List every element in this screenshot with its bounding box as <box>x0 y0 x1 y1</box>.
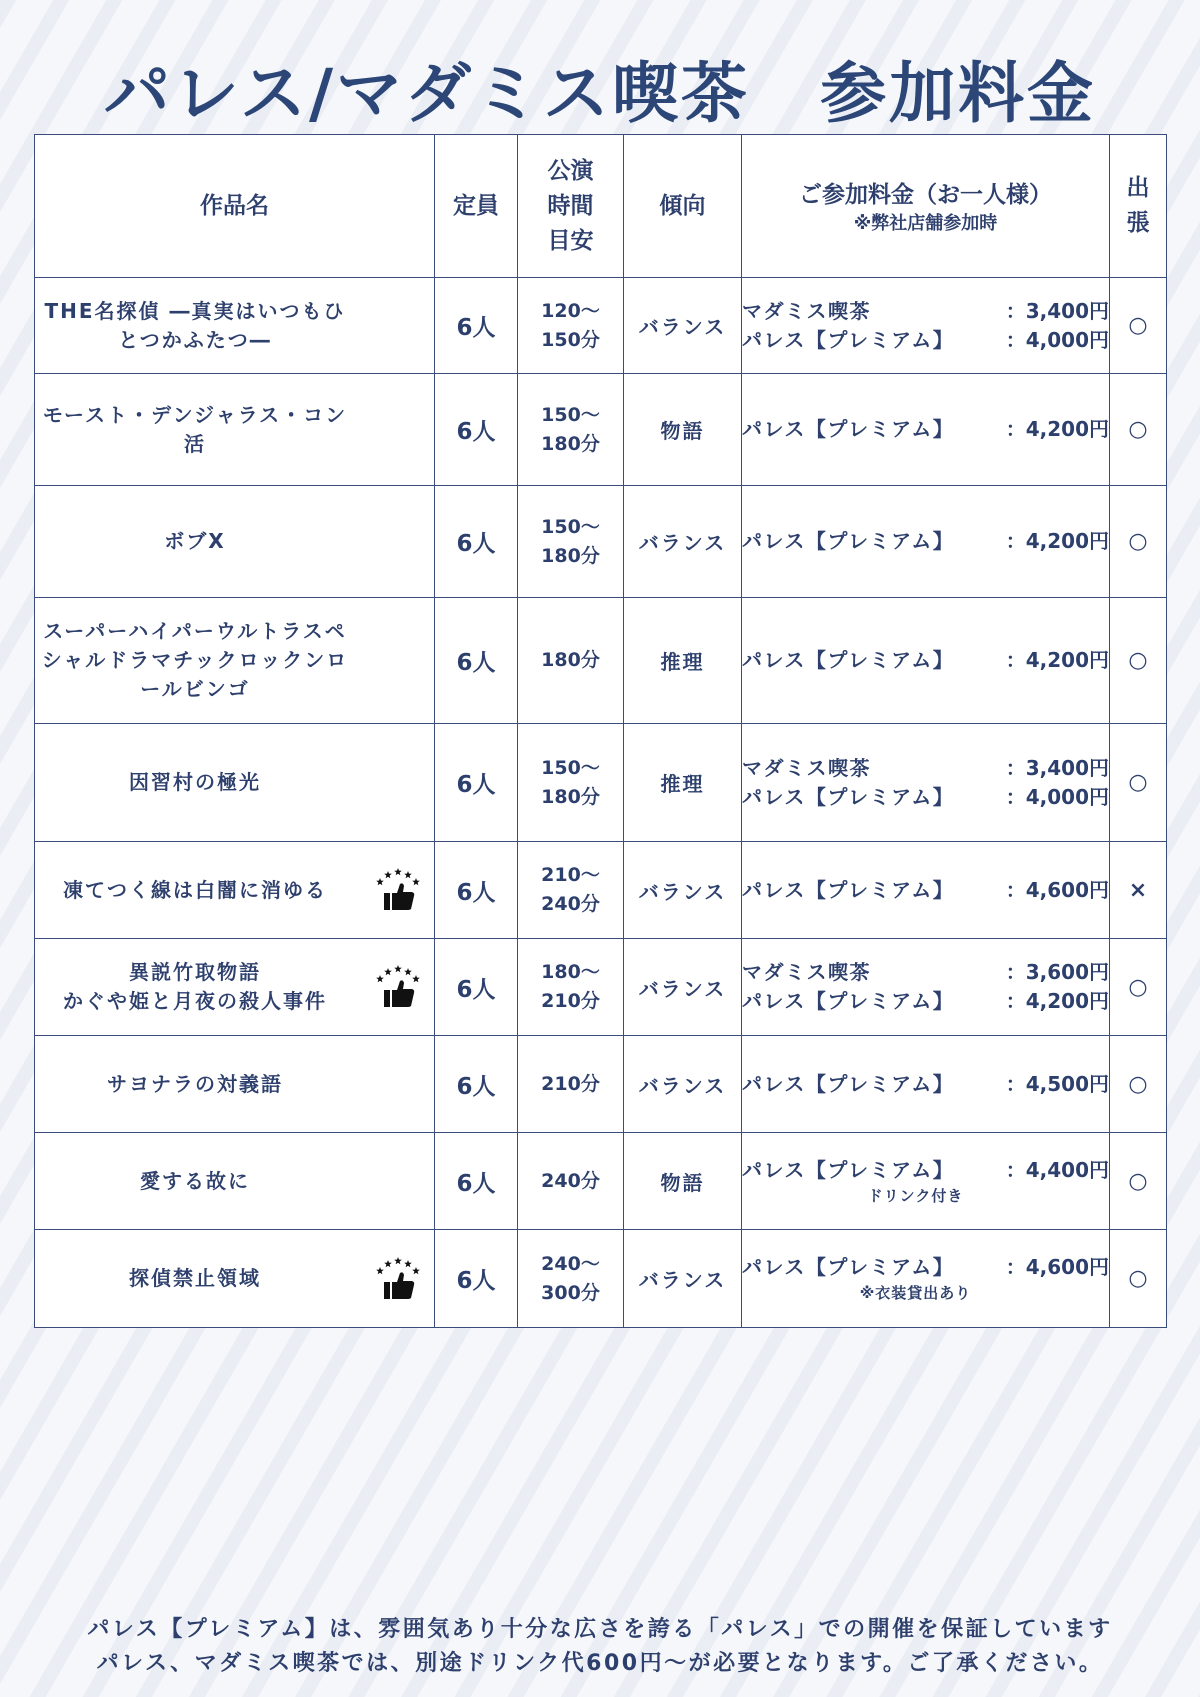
cell-time <box>518 1036 624 1133</box>
cell-fee <box>742 1036 1110 1133</box>
header-name: 作品名 <box>35 135 435 278</box>
fee-line <box>742 415 1109 444</box>
title-text: モースト・デンジャラス・コン活 <box>42 402 348 456</box>
fee-label: マダミス喫茶 <box>742 960 871 984</box>
table-row <box>35 486 1167 598</box>
time-line: 180分 <box>541 432 600 455</box>
cell-time <box>518 278 624 374</box>
header-trip-l2: 張 <box>1126 210 1150 236</box>
recommended-thumbs-up-icon <box>372 868 424 912</box>
cell-capacity: 6人 <box>435 374 518 486</box>
header-capacity: 定員 <box>435 135 518 278</box>
cell-time <box>518 939 624 1036</box>
cell-time <box>518 598 624 724</box>
fee-line <box>742 958 1109 987</box>
time-line: 120～ <box>541 299 600 322</box>
fee-label: パレス【プレミアム】 <box>742 1255 955 1279</box>
cell-trip: ○ <box>1110 1036 1167 1133</box>
cell-capacity: 6人 <box>435 1230 518 1328</box>
title-text: スーパーハイパーウルトラスペシャルドラマチックロックンロールビンゴ <box>41 619 349 701</box>
fee-label: パレス【プレミアム】 <box>742 877 955 902</box>
fee-line <box>742 783 1109 812</box>
footer-line1: パレス【プレミアム】は、雰囲気あり十分な広さを誇る「パレス」での開催を保証しています <box>87 1617 1113 1642</box>
cell-title <box>35 724 435 842</box>
fee-amount: ：4,600円 <box>1005 877 1109 902</box>
title-part1: パレス/マダミス喫茶 <box>103 55 751 132</box>
header-fee-note: ※弊社店舗参加時 <box>853 212 998 234</box>
fee-amount: ：4,200円 <box>1005 417 1109 441</box>
title-text: THE名探偵 ―真実はいつもひとつかふたつ― <box>44 298 346 352</box>
cell-time <box>518 724 624 842</box>
cell-time <box>518 1133 624 1230</box>
fee-line <box>742 297 1109 326</box>
fee-line <box>742 646 1109 675</box>
cell-trip: ○ <box>1110 1133 1167 1230</box>
fee-amount: ：3,400円 <box>1005 298 1109 323</box>
header-row <box>35 135 1167 278</box>
header-trip <box>1110 135 1167 278</box>
fee-amount: ：4,000円 <box>1005 784 1109 809</box>
cell-fee <box>742 1133 1110 1230</box>
cell-time <box>518 374 624 486</box>
header-time <box>518 135 624 278</box>
title-text: サヨナラの対義語 <box>107 1071 283 1096</box>
fee-line <box>742 1253 1109 1282</box>
time-line: 150～ <box>541 756 600 779</box>
cell-trip: ○ <box>1110 1230 1167 1328</box>
time-line: 180～ <box>541 961 600 983</box>
cell-trip: ○ <box>1110 724 1167 842</box>
cell-fee <box>742 598 1110 724</box>
title-text: ボブX <box>164 529 226 553</box>
header-fee <box>742 135 1110 278</box>
cell-tendency: バランス <box>624 278 742 374</box>
cell-tendency: 物語 <box>624 1133 742 1230</box>
cell-tendency: バランス <box>624 1230 742 1328</box>
time-line: 150分 <box>541 328 600 351</box>
fee-amount: ：3,400円 <box>1005 755 1109 780</box>
cell-capacity: 6人 <box>435 1036 518 1133</box>
fee-label: パレス【プレミアム】 <box>742 784 955 809</box>
table-row <box>35 598 1167 724</box>
cell-tendency: バランス <box>624 842 742 939</box>
cell-tendency: バランス <box>624 1036 742 1133</box>
fee-line <box>742 326 1109 355</box>
fee-line <box>742 987 1109 1016</box>
header-time-l3: 目安 <box>547 227 594 254</box>
cell-capacity: 6人 <box>435 842 518 939</box>
fee-amount: ：4,500円 <box>1005 1071 1109 1096</box>
header-trip-l1: 出 <box>1126 175 1150 201</box>
time-line: 180分 <box>541 544 600 567</box>
cell-fee <box>742 842 1110 939</box>
time-line: 150～ <box>541 403 600 426</box>
fee-label: パレス【プレミアム】 <box>742 417 955 441</box>
cell-trip: × <box>1110 842 1167 939</box>
fee-line <box>742 527 1109 556</box>
header-time-l2: 時間 <box>547 192 594 219</box>
title-text: 異説竹取物語 かぐや姫と月夜の殺人事件 <box>63 960 327 1013</box>
table-row <box>35 1230 1167 1328</box>
cell-fee <box>742 1230 1110 1328</box>
fee-line <box>742 754 1109 783</box>
cell-title <box>35 278 435 374</box>
fee-line <box>742 1156 1109 1185</box>
time-line: 150～ <box>541 515 600 538</box>
time-line: 240～ <box>541 1252 600 1275</box>
time-line: 240分 <box>541 1169 600 1192</box>
cell-fee <box>742 939 1110 1036</box>
cell-title <box>35 1036 435 1133</box>
fee-amount: ：4,200円 <box>1005 648 1109 672</box>
time-line: 240分 <box>541 893 600 915</box>
fee-label: パレス【プレミアム】 <box>742 648 955 672</box>
cell-capacity: 6人 <box>435 939 518 1036</box>
time-line: 210分 <box>541 1072 600 1095</box>
cell-trip: ○ <box>1110 598 1167 724</box>
cell-title <box>35 1230 435 1328</box>
cell-tendency: 推理 <box>624 724 742 842</box>
fee-note: ドリンク付き <box>867 1186 964 1205</box>
cell-time <box>518 486 624 598</box>
cell-time <box>518 842 624 939</box>
cell-title <box>35 598 435 724</box>
fee-amount: ：3,600円 <box>1005 960 1109 984</box>
fee-line <box>742 1070 1109 1099</box>
cell-fee <box>742 724 1110 842</box>
cell-trip: ○ <box>1110 278 1167 374</box>
time-line: 300分 <box>541 1281 600 1304</box>
cell-tendency: 物語 <box>624 374 742 486</box>
fee-amount: ：4,200円 <box>1005 529 1109 553</box>
time-line: 210分 <box>541 990 600 1012</box>
footer-line2: パレス、マダミス喫茶では、別途ドリンク代600円～が必要となります。ご了承ください。 <box>96 1651 1104 1676</box>
title-text: 探偵禁止領域 <box>129 1266 261 1290</box>
fee-label: マダミス喫茶 <box>742 298 871 323</box>
cell-trip: ○ <box>1110 374 1167 486</box>
title-part2: 参加料金 <box>820 55 1097 132</box>
recommended-thumbs-up-icon <box>372 965 424 1009</box>
table-row <box>35 1133 1167 1230</box>
fee-amount: ：4,200円 <box>1005 989 1109 1013</box>
table-row <box>35 724 1167 842</box>
cell-fee <box>742 374 1110 486</box>
header-time-l1: 公演 <box>547 157 594 184</box>
table-row <box>35 842 1167 939</box>
table-row <box>35 278 1167 374</box>
fee-table <box>34 134 1167 1328</box>
cell-fee <box>742 486 1110 598</box>
cell-fee <box>742 278 1110 374</box>
cell-capacity: 6人 <box>435 724 518 842</box>
time-line: 180分 <box>541 649 600 671</box>
page-title <box>0 40 1200 135</box>
fee-line <box>742 876 1109 905</box>
fee-amount: ：4,400円 <box>1005 1157 1109 1182</box>
cell-title <box>35 939 435 1036</box>
fee-label: パレス【プレミアム】 <box>742 1071 955 1096</box>
table-row <box>35 374 1167 486</box>
time-line: 180分 <box>541 785 600 808</box>
cell-time <box>518 1230 624 1328</box>
cell-tendency: バランス <box>624 486 742 598</box>
cell-capacity: 6人 <box>435 1133 518 1230</box>
title-text: 因習村の極光 <box>129 770 261 794</box>
header-tendency: 傾向 <box>624 135 742 278</box>
cell-title <box>35 486 435 598</box>
fee-label: パレス【プレミアム】 <box>742 989 955 1013</box>
recommended-thumbs-up-icon <box>372 1257 424 1301</box>
cell-title <box>35 1133 435 1230</box>
fee-amount: ：4,600円 <box>1005 1255 1109 1279</box>
cell-capacity: 6人 <box>435 278 518 374</box>
cell-capacity: 6人 <box>435 486 518 598</box>
cell-tendency: バランス <box>624 939 742 1036</box>
cell-tendency: 推理 <box>624 598 742 724</box>
title-text: 凍てつく線は白闇に消ゆる <box>63 877 327 902</box>
fee-label: マダミス喫茶 <box>742 755 871 780</box>
fee-note: ※衣装貸出あり <box>859 1284 972 1302</box>
table-row <box>35 1036 1167 1133</box>
time-line: 210～ <box>541 864 600 886</box>
fee-label: パレス【プレミアム】 <box>742 529 955 553</box>
fee-label: パレス【プレミアム】 <box>742 1157 955 1182</box>
title-text: 愛する故に <box>140 1168 250 1193</box>
cell-capacity: 6人 <box>435 598 518 724</box>
cell-title <box>35 842 435 939</box>
cell-trip: ○ <box>1110 939 1167 1036</box>
table-row <box>35 939 1167 1036</box>
fee-label: パレス【プレミアム】 <box>742 327 955 352</box>
fee-amount: ：4,000円 <box>1005 327 1109 352</box>
cell-title <box>35 374 435 486</box>
header-fee-label: ご参加料金（お一人様） <box>799 181 1052 208</box>
cell-trip: ○ <box>1110 486 1167 598</box>
